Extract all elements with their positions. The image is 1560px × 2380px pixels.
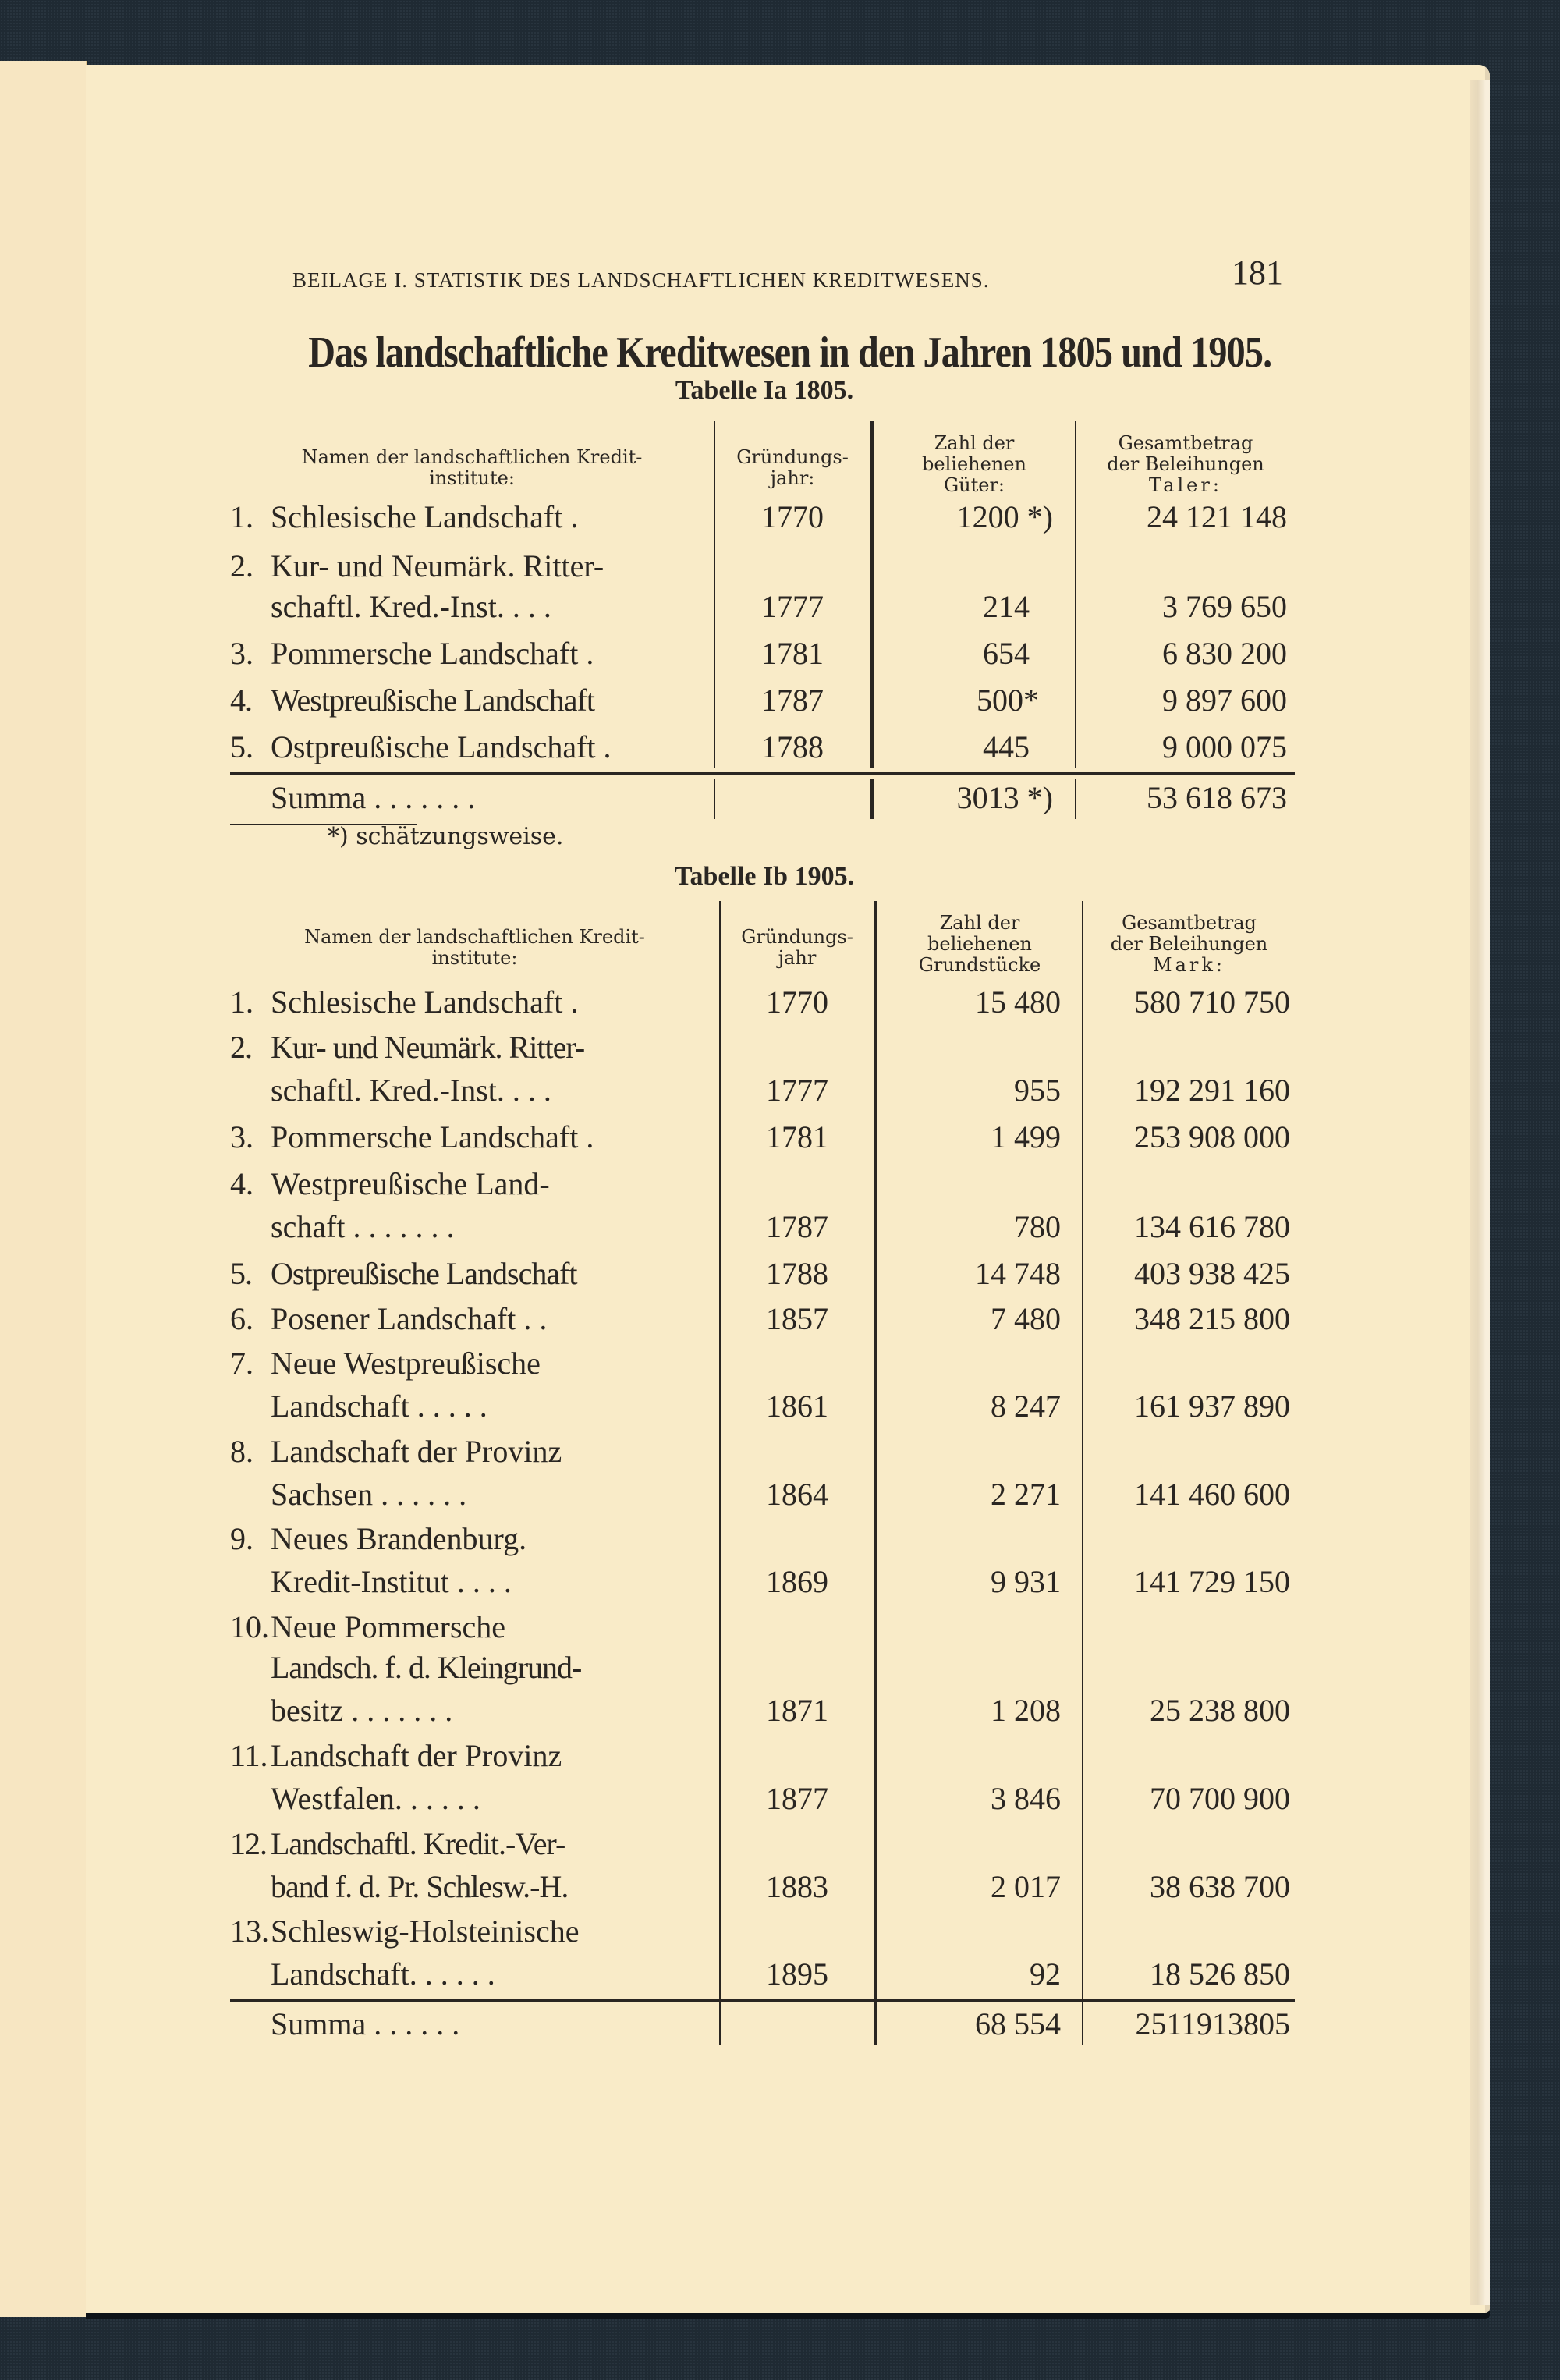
cell-text: 15 480 [975, 984, 1061, 1020]
cell-name [230, 1162, 714, 1206]
cell-name [230, 981, 714, 1024]
table-b-divider-3 [1082, 901, 1083, 2001]
cell-text: Gesamtbetrag [1122, 912, 1257, 934]
cell-name [230, 1297, 714, 1341]
cell-text: 25 238 800 [1150, 1693, 1290, 1728]
cell-text: Landschaft der Provinz [271, 1738, 562, 1773]
cell-text: Ostpreußische Landschaft . [271, 729, 612, 764]
cell-text: Gesamtbetrag [1118, 432, 1253, 454]
cell-text: besitz . . . . . . . [271, 1693, 453, 1728]
cell-name [230, 1342, 714, 1385]
cell-text: institute: [431, 947, 518, 969]
cell-text: 141 460 600 [1134, 1477, 1290, 1512]
cell-text: 11. [230, 1738, 268, 1773]
cell-text: Summa . . . . . . [271, 2006, 460, 2041]
cell-text: 1788 [761, 729, 824, 764]
cell-text: Zahl der [934, 432, 1015, 454]
cell-name [230, 585, 714, 629]
cell-name [230, 1560, 714, 1604]
cell-text: jahr: [770, 467, 815, 489]
cell-text: 1883 [766, 1869, 828, 1904]
cell-text: Schlesische Landschaft . [271, 984, 579, 1020]
cell-text: 8. [230, 1434, 254, 1469]
cell-text: Landsch. f. d. Kleingrund- [271, 1650, 582, 1685]
cell-text: 1200 *) [956, 499, 1053, 534]
cell-text: 134 616 780 [1134, 1209, 1290, 1244]
cell-text: 1777 [766, 1073, 828, 1108]
cell-text: Gründungs- [736, 446, 849, 468]
cell-text: Pommersche Landschaft . [271, 636, 594, 671]
cell-text: 5. [230, 1256, 252, 1291]
cell-name [230, 1385, 714, 1428]
cell-name [230, 1205, 714, 1249]
cell-text: institute: [429, 467, 515, 489]
cell-text: 161 937 890 [1134, 1389, 1290, 1424]
cell-text: Neues Brandenburg. [271, 1521, 527, 1556]
cell-text: 1877 [766, 1781, 828, 1816]
cell-text: Westpreußische Land- [271, 1166, 550, 1201]
cell-text: schaftl. Kred.-Inst. . . . [271, 589, 551, 624]
cell-name [230, 1689, 714, 1733]
cell-text: 3. [230, 636, 254, 671]
cell-text: 12. [230, 1826, 267, 1861]
cell-text: 253 908 000 [1134, 1119, 1290, 1155]
cell-text: 2. [230, 548, 254, 583]
cell-name [230, 1517, 714, 1561]
page-number: 181 [1232, 254, 1283, 292]
cell-text: 445 [983, 729, 1030, 764]
cell-text: Mark: [1153, 954, 1225, 976]
cell-text: 2. [230, 1030, 252, 1065]
cell-text: 10. [230, 1609, 269, 1644]
cell-text: der Beleihungen [1110, 933, 1268, 955]
cell-text: 1777 [761, 589, 824, 624]
cell-text: 1869 [766, 1564, 828, 1599]
cell-name [230, 1605, 714, 1649]
cell-text: 7. [230, 1346, 254, 1381]
cell-text: Schlesische Landschaft . [271, 499, 579, 534]
cell-text: 1861 [766, 1389, 828, 1424]
cell-name [230, 725, 714, 769]
cell-text: schaftl. Kred.-Inst. . . . [271, 1073, 551, 1108]
cell-text: 580 710 750 [1134, 984, 1290, 1020]
header-count [874, 433, 1075, 496]
cell-text: 68 554 [975, 2006, 1061, 2041]
cell-text: 7 480 [991, 1301, 1061, 1336]
cell-text: Schleswig-Holsteinische [271, 1914, 580, 1949]
cell-text: Zahl der [939, 912, 1020, 934]
table-b [230, 901, 1295, 2055]
header-year [715, 447, 870, 489]
cell-text: 780 [1014, 1209, 1061, 1244]
cell-text: 9 897 600 [1162, 683, 1287, 718]
cell-name [230, 1473, 714, 1516]
cell-text: 214 [983, 589, 1030, 624]
running-head [292, 254, 1283, 293]
cell-text: 3 846 [991, 1781, 1061, 1816]
cell-text: 3013 *) [956, 780, 1053, 815]
cell-text: 6 830 200 [1162, 636, 1287, 671]
cell-text: 24 121 148 [1147, 499, 1287, 534]
header-name [230, 927, 719, 969]
cell-text: 403 938 425 [1134, 1256, 1290, 1291]
cell-text: Summa . . . . . . . [271, 780, 476, 815]
cell-text: beliehenen [927, 933, 1032, 955]
cell-text: 4. [230, 683, 252, 718]
cell-text: 1. [230, 984, 254, 1020]
cell-text: 1. [230, 499, 254, 534]
cell-text: 1 208 [991, 1693, 1061, 1728]
cell-text: 53 618 673 [1147, 780, 1287, 815]
cell-text: 38 638 700 [1150, 1869, 1290, 1904]
table-a-caption: Tabelle Ia 1805. [675, 376, 854, 405]
cell-name [230, 1430, 714, 1474]
cell-text: schaft . . . . . . . [271, 1209, 455, 1244]
cell-text: 1781 [766, 1119, 828, 1155]
cell-name [230, 1910, 714, 1953]
table-b-caption: Tabelle Ib 1905. [674, 862, 855, 891]
cell-text: 1 499 [991, 1119, 1061, 1155]
running-head-text: BEILAGE I. STATISTIK DES LANDSCHAFTLICHEN KREDITWESENS. [292, 268, 990, 292]
cell-text: Ostpreußische Landschaft [271, 1256, 577, 1291]
cell-name [230, 1777, 714, 1821]
header-year [721, 927, 874, 969]
cell-text: Landschaftl. Kredit.-Ver- [271, 1826, 566, 1861]
cell-text: der Beleihungen [1107, 453, 1264, 475]
cell-text: beliehenen [922, 453, 1026, 475]
cell-name [230, 1953, 714, 1996]
cell-text: 1770 [766, 984, 828, 1020]
cell-text: 2 017 [991, 1869, 1061, 1904]
cell-text: 1864 [766, 1477, 828, 1512]
cell-text: 5. [230, 729, 254, 764]
cell-text: 13. [230, 1914, 269, 1949]
cell-text: 1787 [766, 1209, 828, 1244]
cell-text: Gründungs- [741, 926, 853, 948]
cell-text: 1788 [766, 1256, 828, 1291]
page-title: Das landschaftliche Kreditwesen in den Jahren 1805 und 1905. [308, 328, 1272, 377]
cell-name [230, 1252, 714, 1296]
cell-name [230, 544, 714, 588]
cell-text: 9. [230, 1521, 254, 1556]
cell-text: 1781 [761, 636, 824, 671]
cell-text: Westpreußische Landschaft [271, 683, 594, 718]
cell-name [230, 1734, 714, 1778]
cell-name [230, 632, 714, 676]
cell-text: 348 215 800 [1134, 1301, 1290, 1336]
header-name [230, 447, 714, 489]
table-b-divider-1 [719, 901, 721, 2001]
table-b-sum-divider-1 [719, 2002, 721, 2045]
cell-text: 141 729 150 [1134, 1564, 1290, 1599]
cell-text: Neue Pommersche [271, 1609, 506, 1644]
cell-text: 500* [977, 683, 1039, 718]
cell-name [230, 1116, 714, 1159]
cell-text: 955 [1014, 1073, 1061, 1108]
cell-text: 1787 [761, 683, 824, 718]
footnote: *) schätzungsweise. [328, 823, 564, 850]
table-a-sum-divider-1 [714, 779, 715, 819]
cell-text: 3 769 650 [1162, 589, 1287, 624]
cell-text: Grundstücke [918, 954, 1041, 976]
cell-name [230, 1865, 714, 1909]
cell-text: jahr [778, 947, 817, 969]
cell-name [230, 2002, 714, 2046]
cell-text: 8 247 [991, 1389, 1061, 1424]
cell-text: 4. [230, 1166, 254, 1201]
cell-text: 92 [1030, 1956, 1061, 1992]
table-a-sum-rule [230, 772, 1295, 775]
cell-text: Taler: [1149, 474, 1222, 496]
cell-text: 1857 [766, 1301, 828, 1336]
cell-text: Westfalen. . . . . . [271, 1781, 480, 1816]
table-b-divider-2 [874, 901, 878, 2001]
cell-name [230, 776, 714, 820]
cell-text: 2 271 [991, 1477, 1061, 1512]
cell-text: Kur- und Neumärk. Ritter- [271, 548, 604, 583]
header-amount [1083, 913, 1295, 976]
cell-text: 654 [983, 636, 1030, 671]
cell-text: 1895 [766, 1956, 828, 1992]
cell-text: Kredit-Institut . . . . [271, 1564, 512, 1599]
cell-text: 192 291 160 [1134, 1073, 1290, 1108]
cell-text: Neue Westpreußische [271, 1346, 541, 1381]
table-a [230, 421, 1295, 827]
cell-name [230, 1646, 714, 1690]
cell-text: 14 748 [975, 1256, 1061, 1291]
cell-text: 18 526 850 [1150, 1956, 1290, 1992]
header-amount [1076, 433, 1295, 496]
cell-text: Kur- und Neumärk. Ritter- [271, 1030, 585, 1065]
header-count [878, 913, 1082, 976]
table-b-sum-rule [230, 1999, 1295, 2002]
cell-name [230, 1822, 714, 1866]
cell-text: Sachsen . . . . . . [271, 1477, 467, 1512]
cell-text: Namen der landschaftlichen Kredit- [304, 926, 645, 948]
cell-name [230, 495, 714, 539]
cell-name [230, 1026, 714, 1069]
facing-page-edge [0, 61, 87, 2317]
cell-name [230, 679, 714, 722]
cell-text: 3. [230, 1119, 254, 1155]
page-fore-edge [1470, 80, 1490, 2305]
cell-text: band f. d. Pr. Schlesw.-H. [271, 1869, 569, 1904]
cell-text: Posener Landschaft . . [271, 1301, 548, 1336]
cell-text: 1871 [766, 1693, 828, 1728]
cell-text: 9 931 [991, 1564, 1061, 1599]
cell-text: Landschaft . . . . . [271, 1389, 488, 1424]
cell-name [230, 1069, 714, 1112]
cell-text: Namen der landschaftlichen Kredit- [301, 446, 643, 468]
cell-text: Güter: [943, 474, 1005, 496]
cell-text: Pommersche Landschaft . [271, 1119, 594, 1155]
cell-text: 6. [230, 1301, 254, 1336]
cell-text: Landschaft der Provinz [271, 1434, 562, 1469]
cell-text: 2511913805 [1135, 2006, 1290, 2041]
cell-text: 9 000 075 [1162, 729, 1287, 764]
cell-text: 70 700 900 [1150, 1781, 1290, 1816]
cell-text: 1770 [761, 499, 824, 534]
cell-text: Landschaft. . . . . . [271, 1956, 495, 1992]
